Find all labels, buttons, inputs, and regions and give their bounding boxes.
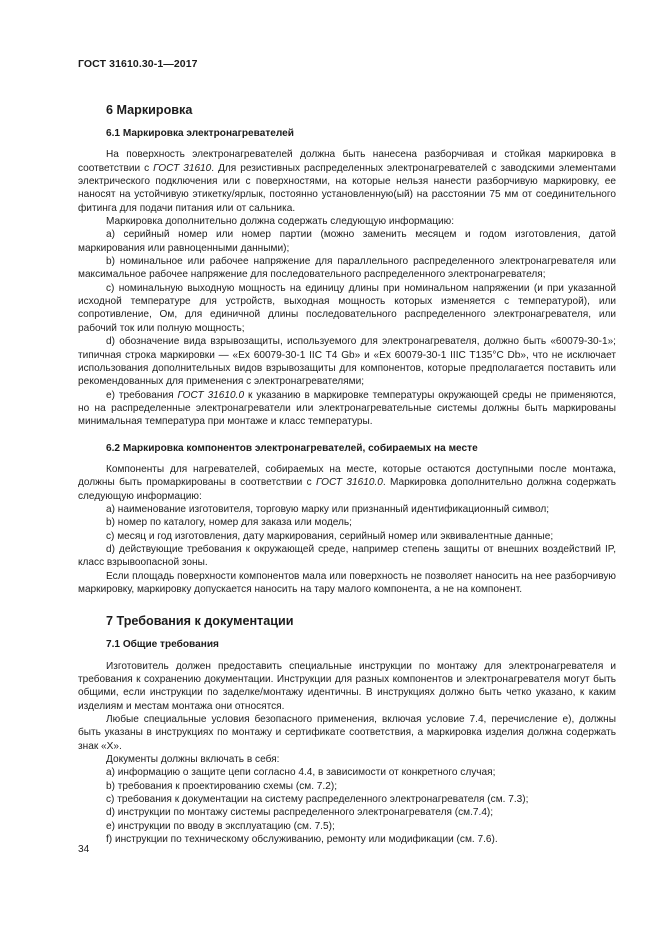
list-item: с) номинальную выходную мощность на единицу длины при номинальном напряжении (и при указанной исходной температуре для устройств, выходная мощность которых изменяется с температурой), или сопротивление, Ом, для единичной длины последовательного распределенного электронагревателя, или рабочий ток или полную мощность; — [78, 282, 616, 334]
list-item: f) инструкции по техническому обслуживанию, ремонту или модификации (см. 7.6). — [106, 834, 498, 846]
subsection-6-1-heading: 6.1 Маркировка электронагревателей — [106, 128, 294, 139]
paragraph: Если площадь поверхности компонентов мала или поверхность не позволяет наносить на нее разборчивую маркировку, маркировку допускается наносить на тару малого компонента, а не на компонент. — [78, 570, 616, 595]
section-7-heading: 7 Требования к документации — [106, 614, 294, 629]
list-item: d) действующие требования к окружающей среде, например степень защиты от внешних воздействий IP, класс взрывоопасной зоны. — [78, 543, 616, 569]
list-item: а) наименование изготовителя, торговую марку или признанный идентификационный символ; — [106, 503, 550, 515]
list-item: d) инструкции по монтажу системы распределенного электронагревателя (см.7.4); — [106, 807, 494, 819]
standard-reference: ГОСТ 31610.0 — [315, 477, 383, 489]
paragraph: Изготовитель должен предоставить специальные инструкции по монтажу для электронагревателя и требования к сохранению документации. Инструкции для разных компонентов и электронагревателя могут быть общими, если инструкции по заделке/монтажу идентичны. В инструкциях должно быть четко указано, к каким изделиям и местам монтажа они относятся. — [78, 660, 616, 712]
list-item: е) требования ГОСТ 31610.0 к указанию в маркировке температуры окружающей среды не применяются, но на распределенные электронагреватели или электронагревательные системы должны быть маркированы минимальная температура при монтаже и класс температуры. — [78, 389, 616, 428]
list-item: с) месяц и год изготовления, дату маркирования, серийный номер или эквивалентные данные; — [106, 530, 554, 542]
list-item: е) инструкции по вводу в эксплуатацию (см. 7.5); — [106, 820, 335, 832]
subsection-6-2-heading: 6.2 Маркировка компонентов электронагревателей, собираемых на месте — [106, 442, 478, 454]
page-content — [78, 88, 616, 847]
paragraph: Документы должны включать в себя: — [106, 754, 280, 766]
list-item: b) номинальное или рабочее напряжение для параллельного распределенного электронагревателя или максимальное рабочее напряжение для последовательного распределенного электронагревателя; — [78, 256, 616, 281]
list-item: с) требования к документации на систему распределенного электронагревателя (см. 7.3); — [106, 794, 529, 806]
page-number: 34 — [78, 844, 90, 855]
document-header: ГОСТ 31610.30-1—2017 — [78, 58, 198, 70]
paragraph: Любые специальные условия безопасного применения, включая условие 7.4, перечисление е), должны быть указаны в инструкциях по монтажу и сертификате соответствия, а маркировка изделия должна содержать знак «Х». — [78, 714, 616, 752]
list-item: d) обозначение вида взрывозащиты, используемого для электронагревателя, должно быть «60079-30-1»; типичная строка маркировки — «Ex 60079-30-1 IIC T4 Gb» и «Ex 60079-30-1 IIIC T135°C Db», что не исключает использования дополнительных видов взрывозащиты для компонентов, которые предполагается поставить или рекомендованных для применения с электронагревателями; — [78, 336, 616, 388]
standard-reference: ГОСТ 31610.0 — [177, 389, 245, 401]
list-item: b) требования к проектированию схемы (см. 7.2); — [106, 780, 337, 792]
section-6-heading: 6 Маркировка — [106, 103, 193, 117]
subsection-7-1-heading: 7.1 Общие требования — [106, 639, 219, 651]
paragraph: Маркировка дополнительно должна содержать следующую информацию: — [106, 216, 455, 228]
standard-reference: ГОСТ 31610 — [153, 162, 212, 174]
paragraph: На поверхность электронагревателей должна быть нанесена разборчивая и стойкая маркировка в соответствии с ГОСТ 31610. Для резистивных распределенных электронагревателей с заводскими элементами электрического подключения или с поверхностями, на которые нельзя нанести разборчивую маркировку, ее наносят на устойчивую этикетку/ярлык, постоянно установленную(ый) на расстоянии 75 мм от соединительного фитинга для подачи питания или от сальника. — [78, 149, 616, 214]
list-item: b) номер по каталогу, номер для заказа или модель; — [106, 517, 352, 529]
list-item: а) серийный номер или номер партии (можно заменить месяцем и годом изготовления, датой маркирования или равноценными данными); — [78, 229, 616, 254]
paragraph: Компоненты для нагревателей, собираемых на месте, которые остаются доступными после монтажа, должны быть промаркированы в соответствии с ГОСТ 31610.0. Маркировка дополнительно должна содержать следующую информацию: — [78, 463, 617, 502]
list-item: а) информацию о защите цепи согласно 4.4, в зависимости от конкретного случая; — [106, 767, 496, 779]
